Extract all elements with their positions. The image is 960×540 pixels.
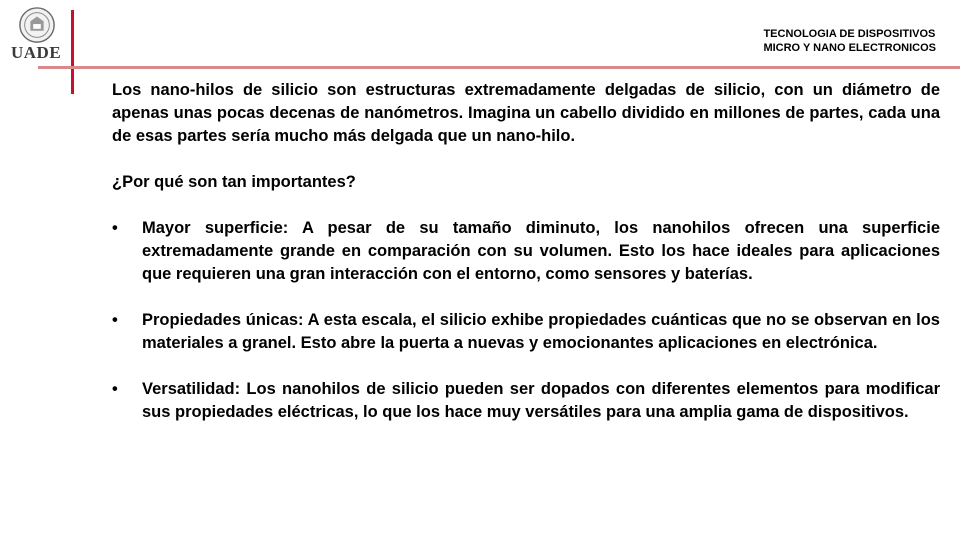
bullet-list — [112, 217, 940, 424]
bullet-text: Mayor superficie: A pesar de su tamaño diminuto, los nanohilos ofrecen una superficie extremadamente grande en comparación con su volumen. Esto los hace ideales para aplicaciones que requieren una gran interacción con el entorno, como sensores y baterías. — [142, 219, 940, 283]
bullet-item — [112, 378, 940, 424]
slide-content — [112, 79, 940, 447]
bullet-symbol: • — [112, 219, 118, 237]
course-title-line1: TECNOLOGIA DE DISPOSITIVOS — [763, 28, 936, 40]
bullet-text: Propiedades únicas: A esta escala, el silicio exhibe propiedades cuánticas que no se observan en los materiales a granel. Esto abre la puerta a nuevas y emocionantes aplicaciones en electrónica. — [142, 311, 940, 352]
bullet-symbol: • — [112, 380, 118, 398]
bullet-text: Versatilidad: Los nanohilos de silicio pueden ser dopados con diferentes elementos para modificar sus propiedades eléctricas, lo que los hace muy versátiles para una amplia gama de dispositivos. — [142, 380, 940, 421]
logo-text: UADE — [11, 43, 62, 62]
university-seal-icon — [18, 6, 56, 44]
horizontal-divider — [38, 66, 960, 69]
question-heading: ¿Por qué son tan importantes? — [112, 173, 356, 191]
course-title — [763, 27, 936, 55]
intro-paragraph: Los nano-hilos de silicio son estructuras extremadamente delgadas de silicio, con un diámetro de apenas unas pocas decenas de nanómetros. Imagina un cabello dividido en millones de partes, cada una de esas partes sería mucho más delgada que un nano-hilo. — [112, 81, 940, 145]
course-title-line2: MICRO Y NANO ELECTRONICOS — [763, 42, 936, 54]
bullet-item — [112, 217, 940, 286]
vertical-accent-line — [71, 10, 74, 94]
bullet-item — [112, 309, 940, 355]
uade-logo — [8, 6, 66, 60]
bullet-symbol: • — [112, 311, 118, 329]
